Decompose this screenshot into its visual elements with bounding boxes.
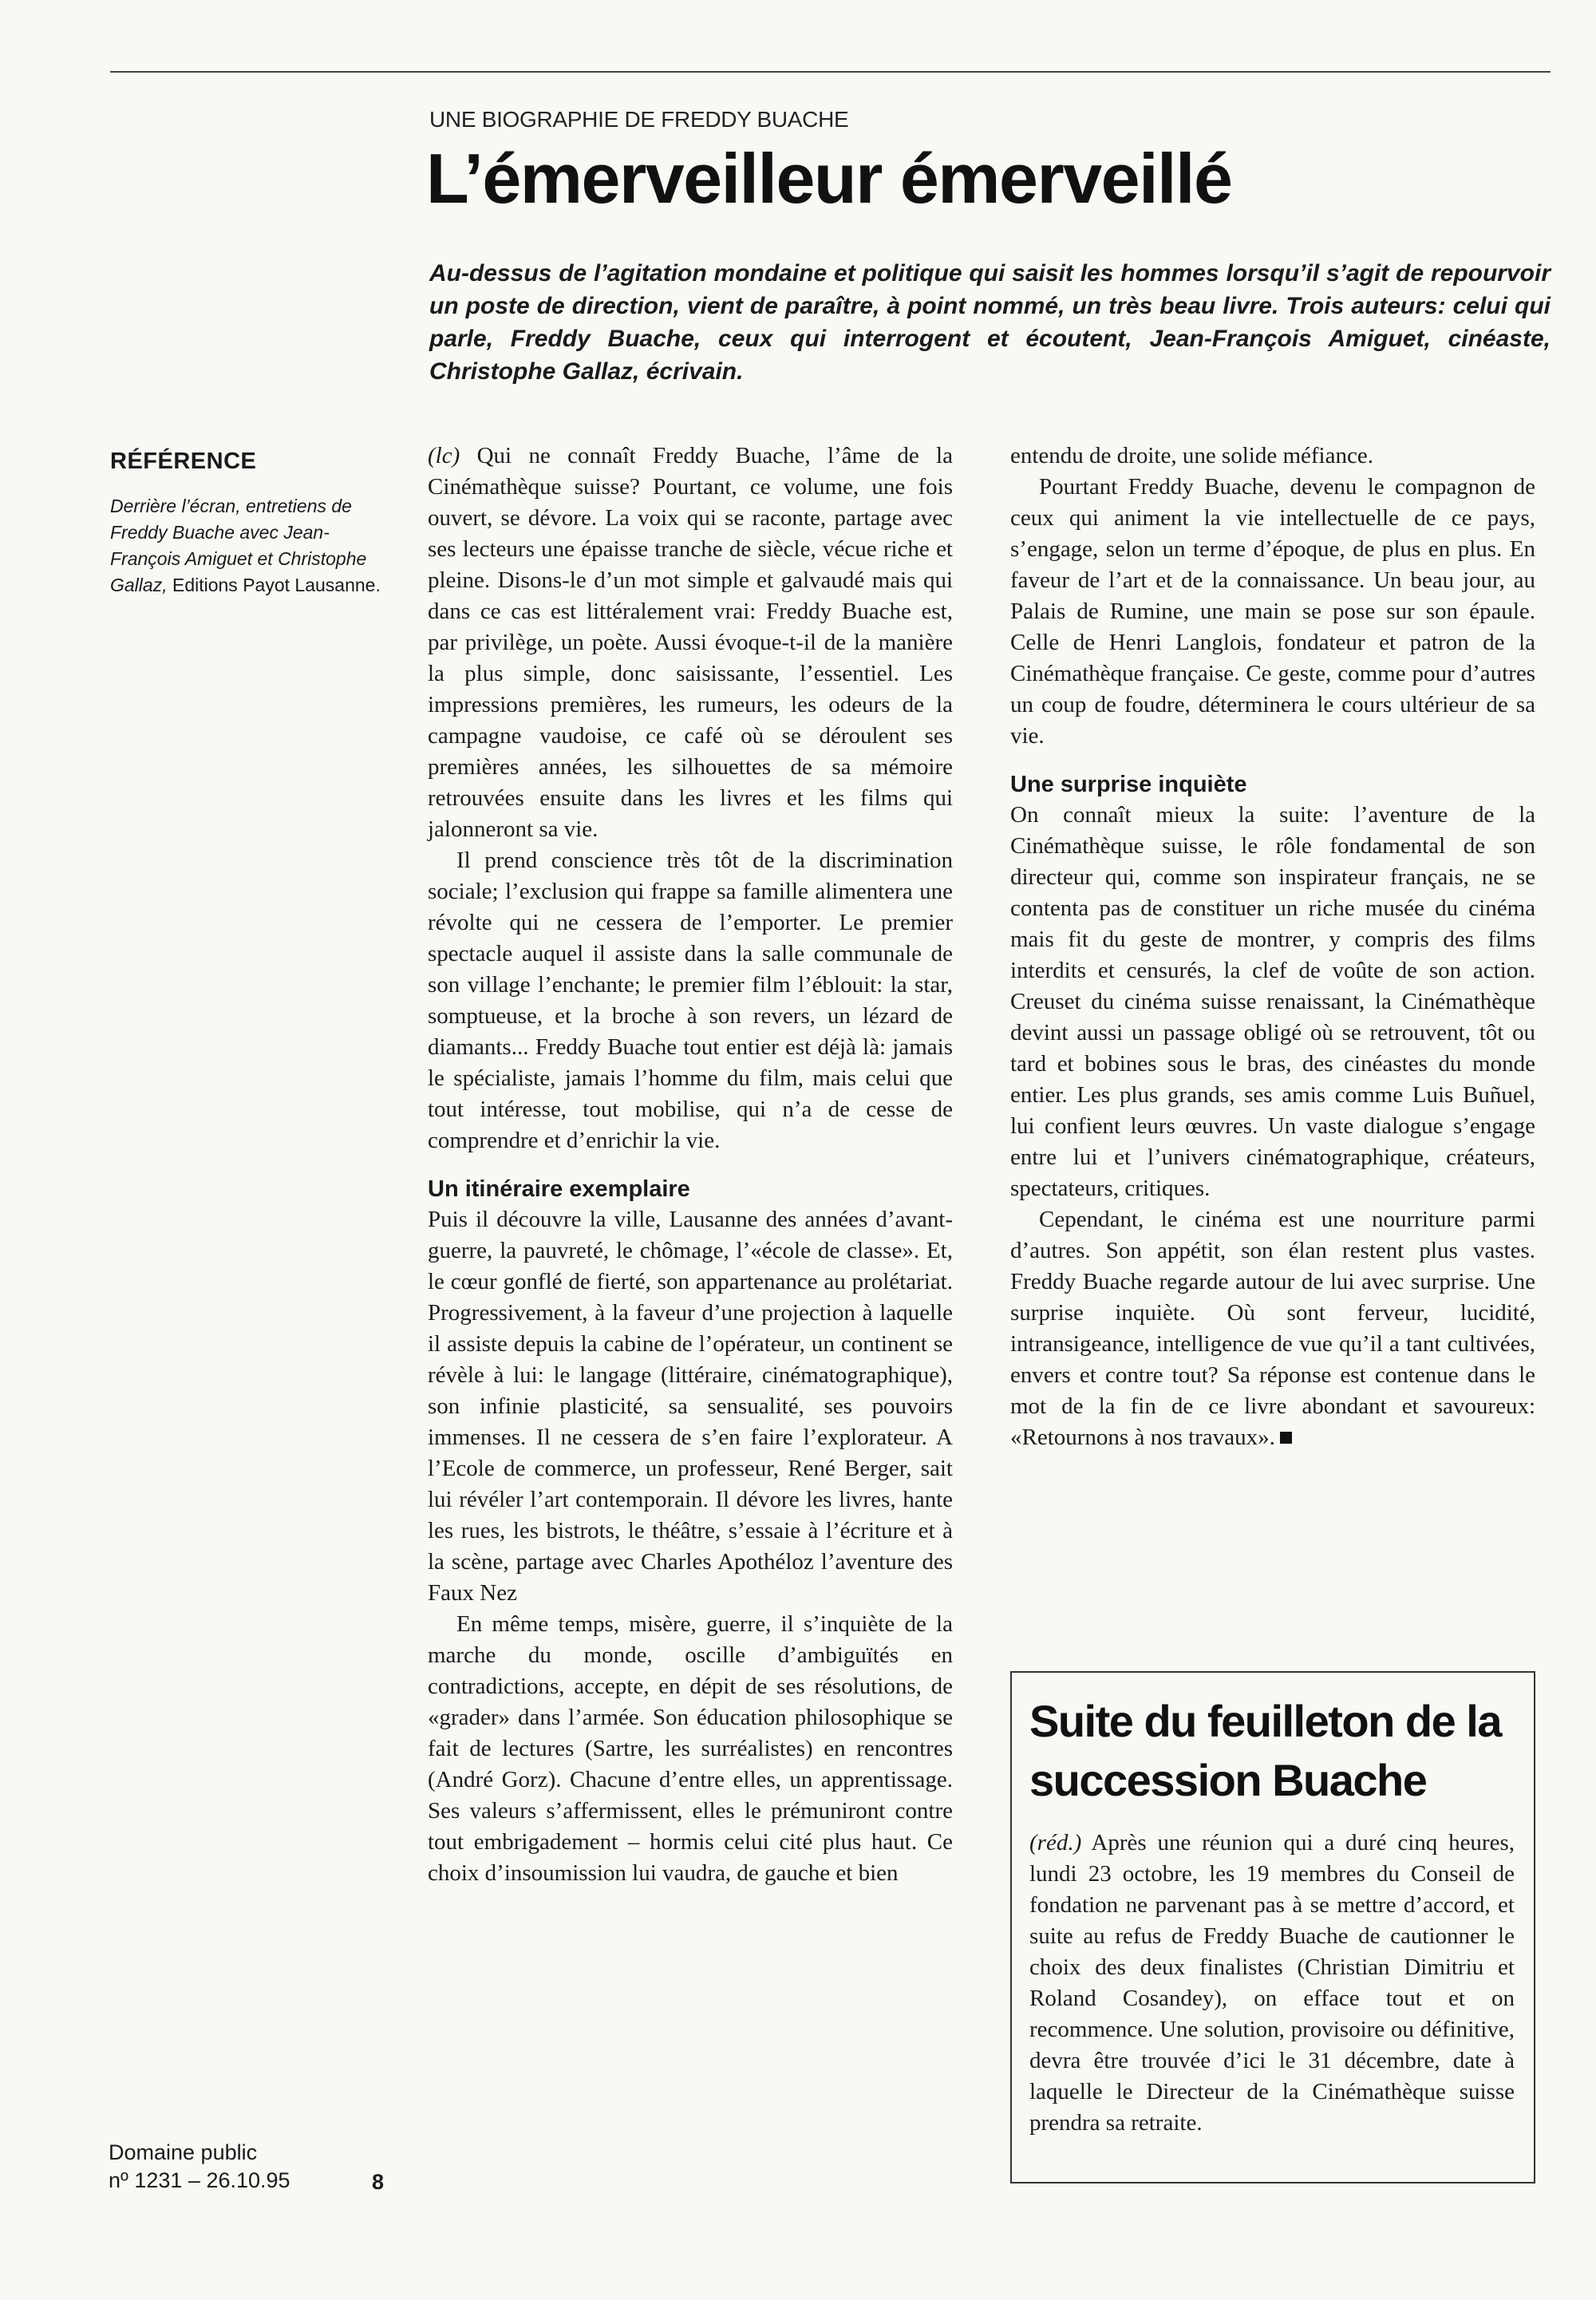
end-mark-icon bbox=[1280, 1432, 1292, 1444]
article-paragraph: Pourtant Freddy Buache, devenu le compagnon de ceux qui animent la vie intellectuelle de ce pays, s’engage, selon un terme d’époque, de plus en plus. En faveur de l’art et de la connaissance. Un beau jour, au Palais de Rumine, une main se pose sur son épaule. Celle de Henri Langlois, fondateur et patron de la Cinémathèque française. Ce geste, comme pour d’autres un coup de foudre, déterminera le cours ultérieur de sa vie. bbox=[1010, 474, 1535, 749]
reference-publisher: Editions Payot Lausanne. bbox=[167, 575, 381, 595]
kicker: UNE BIOGRAPHIE DE FREDDY BUACHE bbox=[429, 107, 849, 132]
reference-body bbox=[110, 493, 381, 599]
article-paragraph: Puis il découvre la ville, Lausanne des années d’avant-guerre, la pauvreté, le chômage, l’«école de classe». Et, le cœur gonflé de fierté, son appartenance au prolétariat. Progressivement, à la faveur d’une projection à laquelle il assiste depuis la cabine de l’opérateur, un continent se révèle à lui: le langage (littéraire, cinématographique), son infinie plasticité, sa sensualité, ses pouvoirs immenses. Il ne cessera de s’en faire l’explorateur. A l’Ecole de commerce, un professeur, René Berger, sait lui révéler l’art contemporain. Il dévore les livres, hante les rues, les bistrots, le théâtre, s’essaie à l’écriture et à la scène, partage avec Charles Apothéloz l’aventure des Faux Nez bbox=[428, 1207, 953, 1606]
box-tag: (réd.) bbox=[1029, 1830, 1082, 1855]
author-tag: (lc) bbox=[428, 443, 460, 468]
article-paragraph: En même temps, misère, guerre, il s’inquiète de la marche du monde, oscille d’ambiguïtés en contradictions, accepte, en dépit de ses résolutions, de «grader» dans l’armée. Son éducation philosophique se fait de lectures (Sartre, les surréalistes) en rencontres (André Gorz). Chacune d’entre elles, un apprentissage. Ses valeurs s’affermissent, elles le prémuniront contre tout embrigadement – hormis celui cité plus haut. Ce choix d’insoumission lui vaudra, de gauche et bien bbox=[428, 1611, 953, 1886]
reference-title: RÉFÉRENCE bbox=[110, 449, 257, 474]
box-title: Suite du feuilleton de la succession Buache bbox=[1029, 1696, 1501, 1805]
lead-paragraph: Au-dessus de l’agitation mondaine et politique qui saisit les hommes lorsqu’il s’agit de repourvoir un poste de direction, vient de paraître, à point nommé, un très beau livre. Trois auteurs: celui qui parle, Freddy Buache, ceux qui interrogent et écoutent, Jean-François Amiguet, cinéaste, Christophe Gallaz, écrivain. bbox=[429, 260, 1551, 385]
box-body: (réd.) Après une réunion qui a duré cinq heures, lundi 23 octobre, les 19 membres du Conseil de fondation ne parvenant pas à se mettre d’accord, et suite au refus de Freddy Buache de cautionner le choix des deux finalistes (Christian Dimitriu et Roland Cosandey), on efface tout et on recommence. Une solution, provisoire ou définitive, devra être trouvée d’ici le 31 décembre, date à laquelle le Directeur de la Cinémathèque suisse prendra sa retraite. bbox=[1029, 1830, 1515, 2136]
publication-name: Domaine public bbox=[109, 2140, 258, 2164]
article-paragraph: (lc) Qui ne connaît Freddy Buache, l’âme de la Cinémathèque suisse? Pourtant, ce volume, une fois ouvert, se dévore. La voix qui se raconte, partage avec ses lecteurs une épaisse tranche de siècle, vécue riche et pleine. Disons-le d’un mot simple et galvaudé mais qui dans ce cas est littéralement vrai: Freddy Buache est, par privilège, un poète. Aussi évoque-t-il de la manière la plus simple, donc saisissante, l’essentiel. Les impressions premières, les rumeurs, les odeurs de la campagne vaudoise, ce café où se déroulent ses premières années, les silhouettes de sa mémoire retrouvées ensuite dans les livres et les films qui jalonneront sa vie. bbox=[428, 443, 953, 842]
subheading-itineraire: Un itinéraire exemplaire bbox=[428, 1176, 690, 1202]
subheading-surprise: Une surprise inquiète bbox=[1010, 772, 1247, 797]
article-column-1 bbox=[428, 441, 953, 1889]
top-rule bbox=[110, 71, 1551, 73]
page-number: 8 bbox=[372, 2170, 385, 2194]
article-paragraph-continued: entendu de droite, une solide méfiance. bbox=[1010, 443, 1373, 468]
footer-info bbox=[109, 2139, 290, 2195]
article-paragraph: Cependant, le cinéma est une nourriture parmi d’autres. Son appétit, son élan restent plus vastes. Freddy Buache regarde autour de lui avec surprise. Une surprise inquiète. Où sont ferveur, lucidité, intransigeance, intelligence de vue qu’il a tant cultivées, envers et contre tout? Sa réponse est contenue dans le mot de la fin de ce livre abondant et savoureux: «Retournons à nos travaux». bbox=[1010, 1207, 1535, 1450]
issue-number: nº 1231 – 26.10.95 bbox=[109, 2168, 290, 2192]
article-paragraph: On connaît mieux la suite: l’aventure de la Cinémathèque suisse, le rôle fondamental de son directeur qui, comme son inspirateur français, ne se contenta pas de constituer un riche musée du cinéma mais fit du geste de montrer, y compris des films interdits et censurés, la clef de voûte de son action. Creuset du cinéma suisse renaissant, la Cinémathèque devint aussi un passage obligé où se retrouvent, tôt ou tard et bobines sous le bras, des cinéastes du monde entier. Les plus grands, ses amis comme Luis Buñuel, lui confient leurs œuvres. Un vaste dialogue s’engage entre lui et l’univers cinématographique, créateurs, spectateurs, critiques. bbox=[1010, 802, 1535, 1201]
article-column-2 bbox=[1010, 441, 1535, 1453]
headline: L’émerveilleur émerveillé bbox=[426, 139, 1232, 218]
news-box bbox=[1010, 1671, 1535, 2183]
reference-book-title: Derrière l’écran, entretiens de Freddy Buache avec Jean-François Amiguet et Christophe Gallaz, bbox=[110, 496, 367, 595]
article-paragraph: Il prend conscience très tôt de la discrimination sociale; l’exclusion qui frappe sa famille alimentera une révolte qui ne cessera de l’emporter. Le premier spectacle auquel il assiste dans la salle communale de son village l’enchante; le premier film l’éblouit: la star, somptueuse, et la broche à son revers, un lézard de diamants... Freddy Buache tout entier est déjà là: jamais le spécialiste, jamais l’homme du film, mais celui que tout intéresse, tout mobilise, qui n’a de cesse de comprendre et d’enrichir la vie. bbox=[428, 848, 953, 1153]
